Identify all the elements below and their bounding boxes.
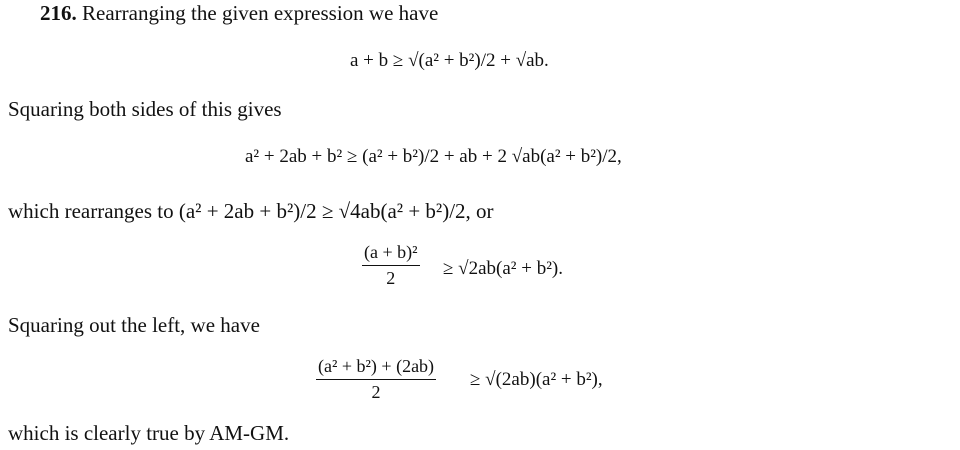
equation-4-fraction bbox=[316, 356, 436, 403]
problem-header bbox=[40, 0, 438, 26]
equation-2: a² + 2ab + b² ≥ (a² + b²)/2 + ab + 2 √ab(a² + b²)/2, bbox=[245, 146, 622, 167]
paragraph-squaring: Squaring both sides of this gives bbox=[8, 97, 282, 121]
equation-4-denominator: 2 bbox=[371, 382, 381, 402]
equation-3-rhs: ≥ √2ab(a² + b²). bbox=[443, 258, 563, 279]
equation-3-numerator: (a + b)² bbox=[362, 242, 420, 266]
equation-4-numerator: (a² + b²) + (2ab) bbox=[316, 356, 436, 380]
equation-1: a + b ≥ √(a² + b²)/2 + √ab. bbox=[350, 50, 549, 71]
problem-number: 216. bbox=[40, 1, 77, 25]
equation-3-denominator: 2 bbox=[386, 268, 396, 288]
paragraph-squaring-out: Squaring out the left, we have bbox=[8, 313, 260, 337]
paragraph-rearranges: which rearranges to (a² + 2ab + b²)/2 ≥ √4ab(a² + b²)/2, or bbox=[8, 199, 494, 223]
problem-intro: Rearranging the given expression we have bbox=[76, 1, 439, 25]
equation-3-fraction bbox=[362, 242, 420, 289]
paragraph-conclusion: which is clearly true by AM-GM. bbox=[8, 421, 290, 445]
equation-4-rhs: ≥ √(2ab)(a² + b²), bbox=[470, 369, 603, 390]
